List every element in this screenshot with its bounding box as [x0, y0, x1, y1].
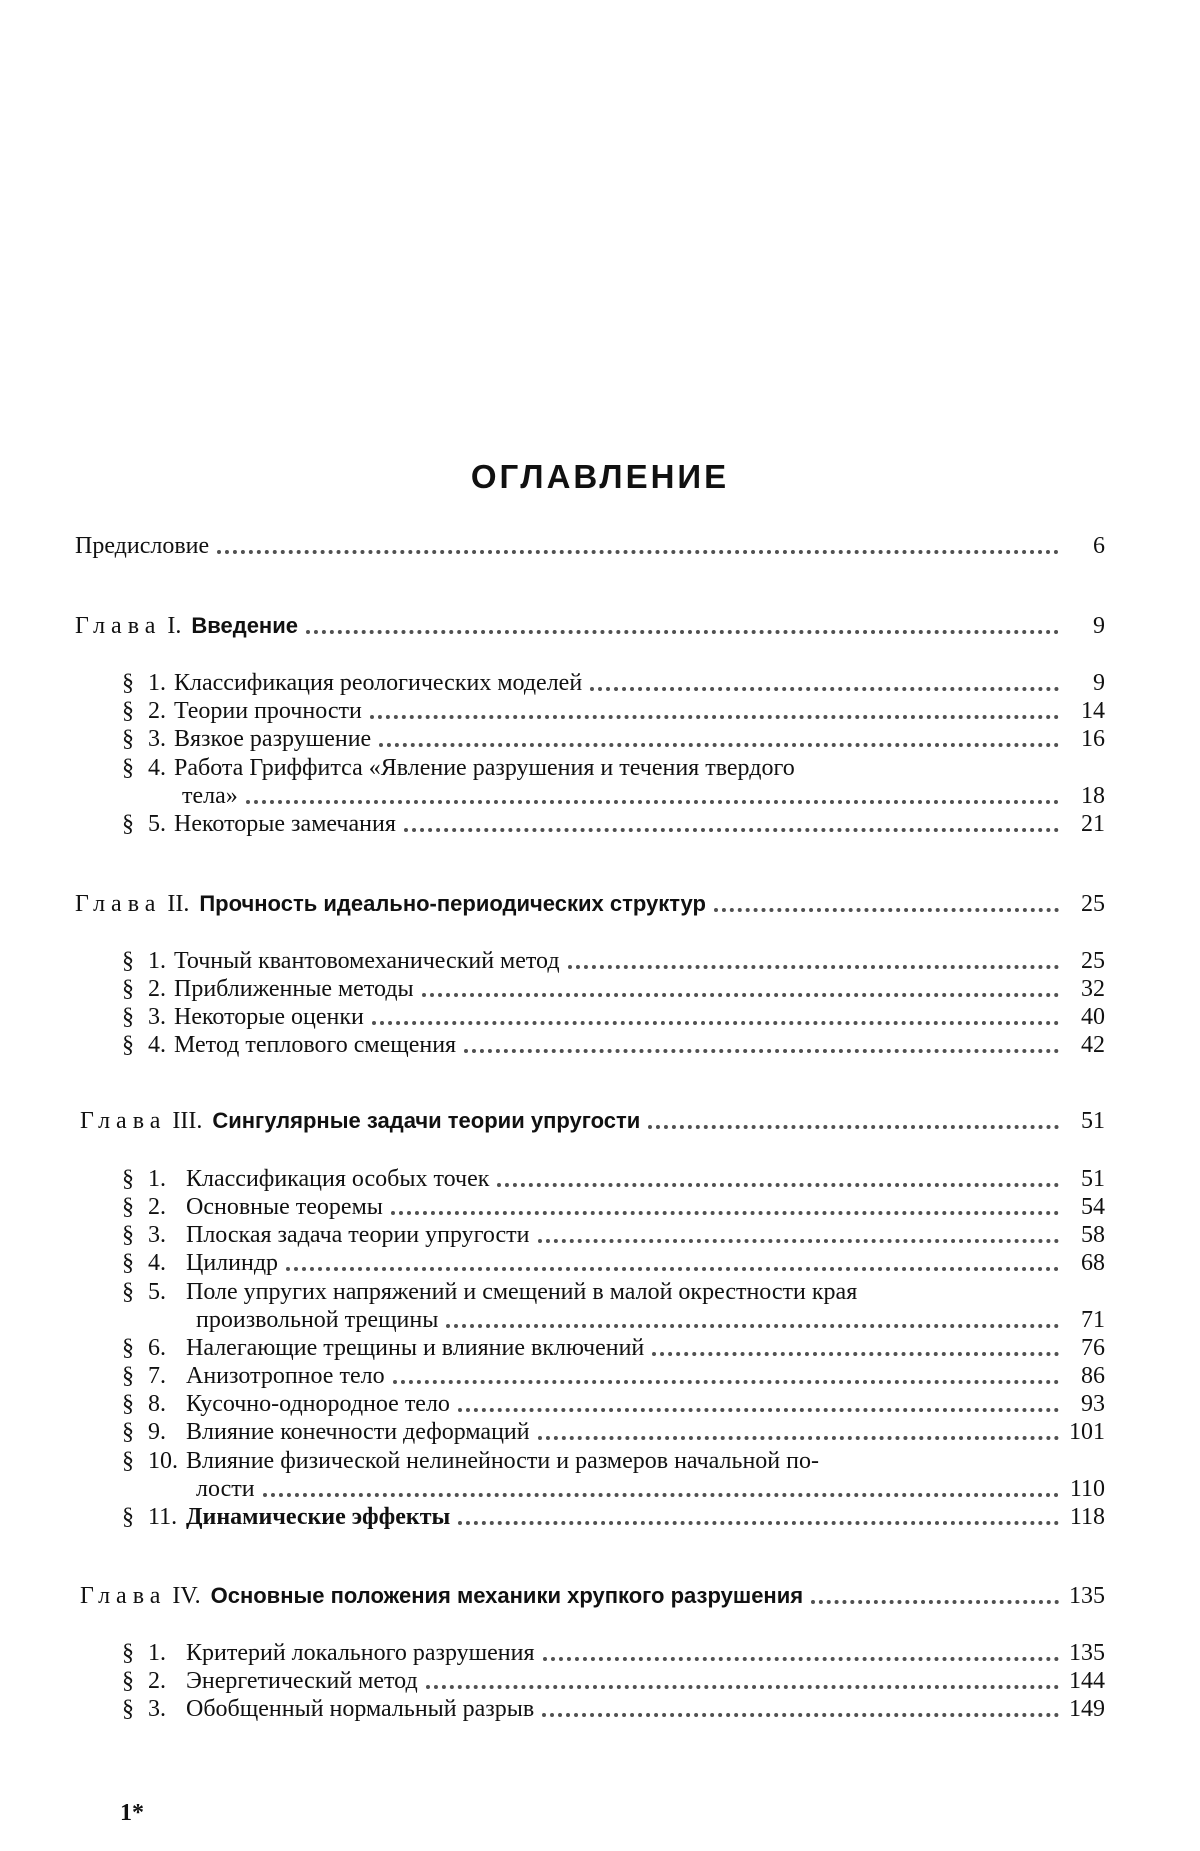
- toc-section: [122, 973, 1105, 1003]
- page-number: 16: [1081, 726, 1105, 752]
- section-number: 3.: [148, 1004, 166, 1030]
- section-title: Плоская задача теории упругости: [186, 1222, 530, 1248]
- section-title: Приближенные методы: [174, 976, 414, 1002]
- page-number: 51: [1081, 1166, 1105, 1192]
- toc-section: [122, 1332, 1105, 1362]
- page-number: 32: [1081, 976, 1105, 1002]
- section-sign: §: [122, 1335, 134, 1361]
- dot-leader: [497, 1165, 1059, 1187]
- section-number: 7.: [148, 1363, 166, 1389]
- section-number: 2.: [148, 698, 166, 724]
- toc-section: [122, 1388, 1105, 1418]
- toc-chapter-1: [75, 610, 1105, 640]
- toc-section: [122, 1360, 1105, 1390]
- section-number: 3.: [148, 1696, 166, 1722]
- toc-section: [122, 1665, 1105, 1695]
- section-number: 4.: [148, 755, 166, 781]
- toc-section: [122, 1501, 1105, 1531]
- dot-leader: [538, 1418, 1059, 1440]
- page-number: 54: [1081, 1194, 1105, 1220]
- section-title: Критерий локального разрушения: [186, 1640, 535, 1666]
- toc-chapter-3: [80, 1105, 1105, 1135]
- dot-leader: [458, 1503, 1059, 1525]
- dot-leader: [217, 532, 1059, 554]
- section-sign: §: [122, 1504, 134, 1530]
- section-title: Динамические эффекты: [186, 1504, 451, 1530]
- section-sign: §: [122, 1222, 134, 1248]
- toc-section: [122, 695, 1105, 725]
- toc-section-continuation: [196, 1473, 1105, 1503]
- page-number: 21: [1081, 811, 1105, 837]
- section-sign: §: [122, 1166, 134, 1192]
- section-title: Метод теплового смещения: [174, 1032, 457, 1058]
- toc-entry-preface: [75, 530, 1105, 560]
- page-number: 86: [1081, 1363, 1105, 1389]
- page-number: 6: [1093, 533, 1105, 559]
- section-number: 3.: [148, 1222, 166, 1248]
- section-number: 5.: [148, 811, 166, 837]
- chapter-prefix: Глава: [75, 891, 162, 917]
- page-number: 9: [1093, 670, 1105, 696]
- section-sign: §: [122, 1194, 134, 1220]
- section-number: 2.: [148, 1668, 166, 1694]
- toc-section: [122, 1001, 1105, 1031]
- toc-section: [122, 1163, 1105, 1193]
- page-number: 40: [1081, 1004, 1105, 1030]
- page-number: 18: [1081, 783, 1105, 809]
- dot-leader: [404, 810, 1059, 832]
- toc-chapter-2: [75, 888, 1105, 918]
- page-number: 68: [1081, 1250, 1105, 1276]
- page-number: 101: [1069, 1419, 1105, 1445]
- page-number: 9: [1093, 613, 1105, 639]
- section-sign: §: [122, 1696, 134, 1722]
- section-number: 5.: [148, 1279, 166, 1305]
- section-sign: §: [122, 1448, 134, 1474]
- page-number: 25: [1081, 891, 1105, 917]
- section-sign: §: [122, 755, 134, 781]
- dot-leader: [446, 1306, 1059, 1328]
- page-number: 51: [1081, 1108, 1105, 1134]
- dot-leader: [543, 1639, 1059, 1661]
- dot-leader: [811, 1582, 1059, 1604]
- section-sign: §: [122, 670, 134, 696]
- section-title: Обобщенный нормальный разрыв: [186, 1696, 535, 1722]
- dot-leader: [246, 782, 1059, 804]
- toc-section: [122, 1637, 1105, 1667]
- section-sign: §: [122, 948, 134, 974]
- page-number: 135: [1069, 1640, 1105, 1666]
- section-title: Влияние физической нелинейности и размеров начальной по-: [186, 1448, 819, 1474]
- dot-leader: [714, 890, 1059, 912]
- toc-section-continuation: [196, 1304, 1105, 1334]
- section-title: Основные теоремы: [186, 1194, 383, 1220]
- page-number: 25: [1081, 948, 1105, 974]
- dot-leader: [379, 725, 1059, 747]
- section-number: 4.: [148, 1250, 166, 1276]
- signature-mark: 1*: [120, 1800, 144, 1826]
- dot-leader: [590, 669, 1059, 691]
- section-sign: §: [122, 1004, 134, 1030]
- toc-section: [122, 1445, 1105, 1475]
- chapter-prefix: Глава: [80, 1108, 167, 1134]
- toc-section: [122, 1693, 1105, 1723]
- chapter-title: Основные положения механики хрупкого разрушения: [210, 1583, 804, 1608]
- section-title: Точный квантовомеханический метод: [174, 948, 560, 974]
- section-title: Цилиндр: [186, 1250, 279, 1276]
- section-sign: §: [122, 1391, 134, 1417]
- toc-section: [122, 1029, 1105, 1059]
- section-sign: §: [122, 698, 134, 724]
- section-title: Некоторые замечания: [174, 811, 396, 837]
- dot-leader: [286, 1249, 1059, 1271]
- dot-leader: [426, 1667, 1059, 1689]
- section-sign: §: [122, 1668, 134, 1694]
- dot-leader: [391, 1193, 1059, 1215]
- dot-leader: [393, 1362, 1059, 1384]
- dot-leader: [372, 1003, 1059, 1025]
- dot-leader: [370, 697, 1059, 719]
- section-title: Работа Гриффитса «Явление разрушения и течения твердого: [174, 755, 795, 781]
- section-number: 2.: [148, 976, 166, 1002]
- section-sign: §: [122, 1640, 134, 1666]
- chapter-number: I.: [167, 613, 182, 639]
- section-title-continuation: лости: [196, 1476, 255, 1502]
- toc-section: [122, 667, 1105, 697]
- page-number: 118: [1069, 1504, 1105, 1530]
- page-number: 93: [1081, 1391, 1105, 1417]
- page-number: 71: [1081, 1307, 1105, 1333]
- page-number: 110: [1069, 1476, 1105, 1502]
- section-number: 10.: [148, 1448, 178, 1474]
- dot-leader: [568, 947, 1059, 969]
- section-sign: §: [122, 726, 134, 752]
- dot-leader: [542, 1695, 1059, 1717]
- section-number: 9.: [148, 1419, 166, 1445]
- section-title: Классификация особых точек: [186, 1166, 490, 1192]
- chapter-prefix: Глава: [75, 613, 162, 639]
- dot-leader: [652, 1334, 1059, 1356]
- chapter-number: III.: [172, 1108, 203, 1134]
- section-number: 1.: [148, 1166, 166, 1192]
- section-title: Энергетический метод: [186, 1668, 418, 1694]
- section-number: 6.: [148, 1335, 166, 1361]
- section-number: 1.: [148, 948, 166, 974]
- section-title: Налегающие трещины и влияние включений: [186, 1335, 645, 1361]
- section-sign: §: [122, 811, 134, 837]
- toc-chapter-4: [80, 1580, 1105, 1610]
- section-title: Влияние конечности деформаций: [186, 1419, 530, 1445]
- section-title: Классификация реологических моделей: [174, 670, 583, 696]
- toc-section: [122, 1276, 1105, 1306]
- page-number: 58: [1081, 1222, 1105, 1248]
- section-title: Поле упругих напряжений и смещений в малой окрестности края: [186, 1279, 858, 1305]
- dot-leader: [263, 1475, 1059, 1497]
- section-title: Вязкое разрушение: [174, 726, 372, 752]
- page-title: ОГЛАВЛЕНИЕ: [470, 458, 730, 495]
- section-sign: §: [122, 1250, 134, 1276]
- page-number: 14: [1081, 698, 1105, 724]
- section-number: 4.: [148, 1032, 166, 1058]
- page-number: 76: [1081, 1335, 1105, 1361]
- section-title: Кусочно-однородное тело: [186, 1391, 450, 1417]
- section-sign: §: [122, 976, 134, 1002]
- toc-section: [122, 752, 1105, 782]
- page-number: 135: [1069, 1583, 1105, 1609]
- dot-leader: [458, 1390, 1059, 1412]
- section-number: 2.: [148, 1194, 166, 1220]
- dot-leader: [306, 612, 1059, 634]
- toc-section: [122, 808, 1105, 838]
- section-title-continuation: тела»: [182, 783, 238, 809]
- section-sign: §: [122, 1032, 134, 1058]
- entry-title: Предисловие: [75, 533, 210, 559]
- section-title: Некоторые оценки: [174, 1004, 364, 1030]
- chapter-number: II.: [167, 891, 190, 917]
- toc-section: [122, 723, 1105, 753]
- chapter-title: Сингулярные задачи теории упругости: [212, 1108, 641, 1133]
- section-number: 1.: [148, 670, 166, 696]
- page-number: 42: [1081, 1032, 1105, 1058]
- page-number: 144: [1069, 1668, 1105, 1694]
- page-number: 149: [1069, 1696, 1105, 1722]
- dot-leader: [538, 1221, 1060, 1243]
- dot-leader: [464, 1031, 1059, 1053]
- section-title-continuation: произвольной трещины: [196, 1307, 439, 1333]
- section-title: Теории прочности: [174, 698, 362, 724]
- section-sign: §: [122, 1363, 134, 1389]
- section-number: 3.: [148, 726, 166, 752]
- section-number: 8.: [148, 1391, 166, 1417]
- toc-section: [122, 1416, 1105, 1446]
- chapter-title: Прочность идеально-периодических структур: [199, 891, 706, 916]
- toc-section-continuation: [182, 780, 1105, 810]
- section-title: Анизотропное тело: [186, 1363, 385, 1389]
- toc-section: [122, 1219, 1105, 1249]
- chapter-number: IV.: [172, 1583, 201, 1609]
- chapter-prefix: Глава: [80, 1583, 167, 1609]
- chapter-title: Введение: [191, 613, 298, 638]
- section-sign: §: [122, 1279, 134, 1305]
- toc-section: [122, 1191, 1105, 1221]
- section-number: 11.: [148, 1504, 178, 1530]
- section-sign: §: [122, 1419, 134, 1445]
- dot-leader: [648, 1107, 1059, 1129]
- toc-section: [122, 945, 1105, 975]
- dot-leader: [422, 975, 1059, 997]
- toc-section: [122, 1247, 1105, 1277]
- section-number: 1.: [148, 1640, 166, 1666]
